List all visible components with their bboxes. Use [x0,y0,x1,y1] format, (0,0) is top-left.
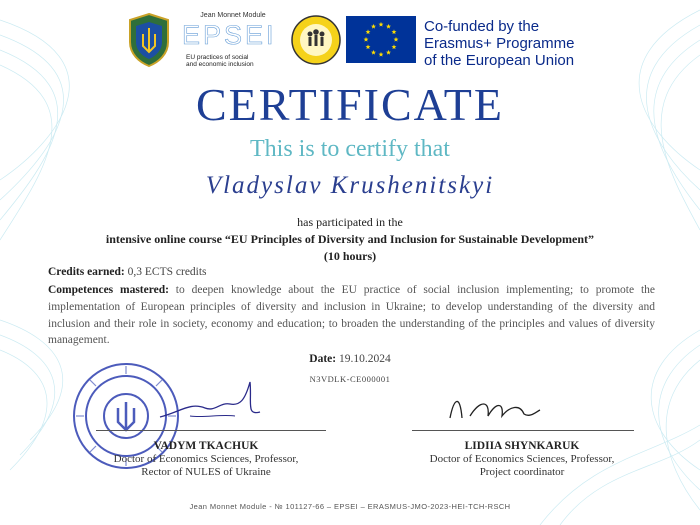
competences-value: to deepen knowledge about the EU practice of social inclusion implementing; to promote the implementation of European principles of diversity and inclusion in Ukraine; to develop understanding of the diversity and inclusion and their role in society, economy and education; to broaden the understanding of the principles and values of diversity management. [48,284,655,347]
eu-text-line2: Erasmus+ Programme [424,35,575,52]
eu-star-icon [392,44,397,49]
eu-text-line3: of the European Union [424,52,575,69]
signer-right-position: Project coordinator [479,466,565,478]
date-label: Date: [309,353,337,365]
date-value: 19.10.2024 [336,353,391,365]
eu-stars-icon [346,16,416,63]
credits-value: 0,3 ECTS credits [124,266,207,278]
registration-number: N3VDLK-CE000001 [309,374,391,384]
competences-label: Competences mastered: [48,284,169,296]
signer-left-title: Doctor of Economics Sciences, Professor, [113,453,299,465]
signer-left-name: VADYM TKACHUK [153,440,259,452]
eu-star-icon [379,52,384,57]
eu-star-icon [386,50,391,55]
signer-left [86,440,326,479]
left-signature-line [96,430,326,431]
signer-right-title: Doctor of Economics Sciences, Professor, [429,453,615,465]
participation-text: has participated in the [297,215,403,229]
erasmus-cofunding-text [424,18,574,69]
right-signature-icon [440,388,550,428]
eu-star-icon [366,29,371,34]
course-hours: (10 hours) [323,249,377,263]
signer-left-position: Rector of NULES of Ukraine [141,466,271,478]
right-signature-line [412,430,634,431]
eu-star-icon [371,24,376,29]
epsei-subtitle-line2: and economic inclusion [186,61,254,68]
people-circle-icon [290,12,342,68]
eu-star-icon [379,22,384,27]
epsei-module-label: Jean Monnet Module [200,12,266,19]
left-signature-icon [150,372,280,432]
eu-star-icon [371,50,376,55]
certify-statement: This is to certify that [250,136,450,162]
project-circle-logo [290,12,342,68]
certificate-title: CERTIFICATE [195,79,505,130]
eu-star-icon [366,44,371,49]
recipient-name: Vladyslav Krushenitskyi [205,172,495,199]
eu-star-icon [364,37,369,42]
epsei-wordmark: EPSEI [182,20,277,50]
signer-right [402,440,642,479]
credits-label: Credits earned: [48,266,125,278]
course-title: intensive online course “EU Principles of Diversity and Inclusion for Sustainable Development” [105,232,595,246]
university-logo [124,12,174,68]
epsei-subtitle [186,54,254,68]
eu-text-line1: Co-funded by the [424,18,540,35]
epsei-subtitle-line1: EU practices of social [186,54,249,61]
eu-star-icon [386,24,391,29]
eu-flag [346,16,416,63]
university-crest-icon [124,12,174,68]
signer-right-name: LIDIIA SHYNKARUK [464,440,580,452]
credits-earned [48,266,207,278]
footer-project-code: Jean Monnet Module - № 101127-66 – EPSEI – ERASMUS-JMO-2023-HEI-TCH-RSCH [189,502,511,511]
eu-star-icon [394,37,399,42]
competences-mastered [48,282,655,349]
epsei-logo [180,12,286,68]
eu-star-icon [392,29,397,34]
